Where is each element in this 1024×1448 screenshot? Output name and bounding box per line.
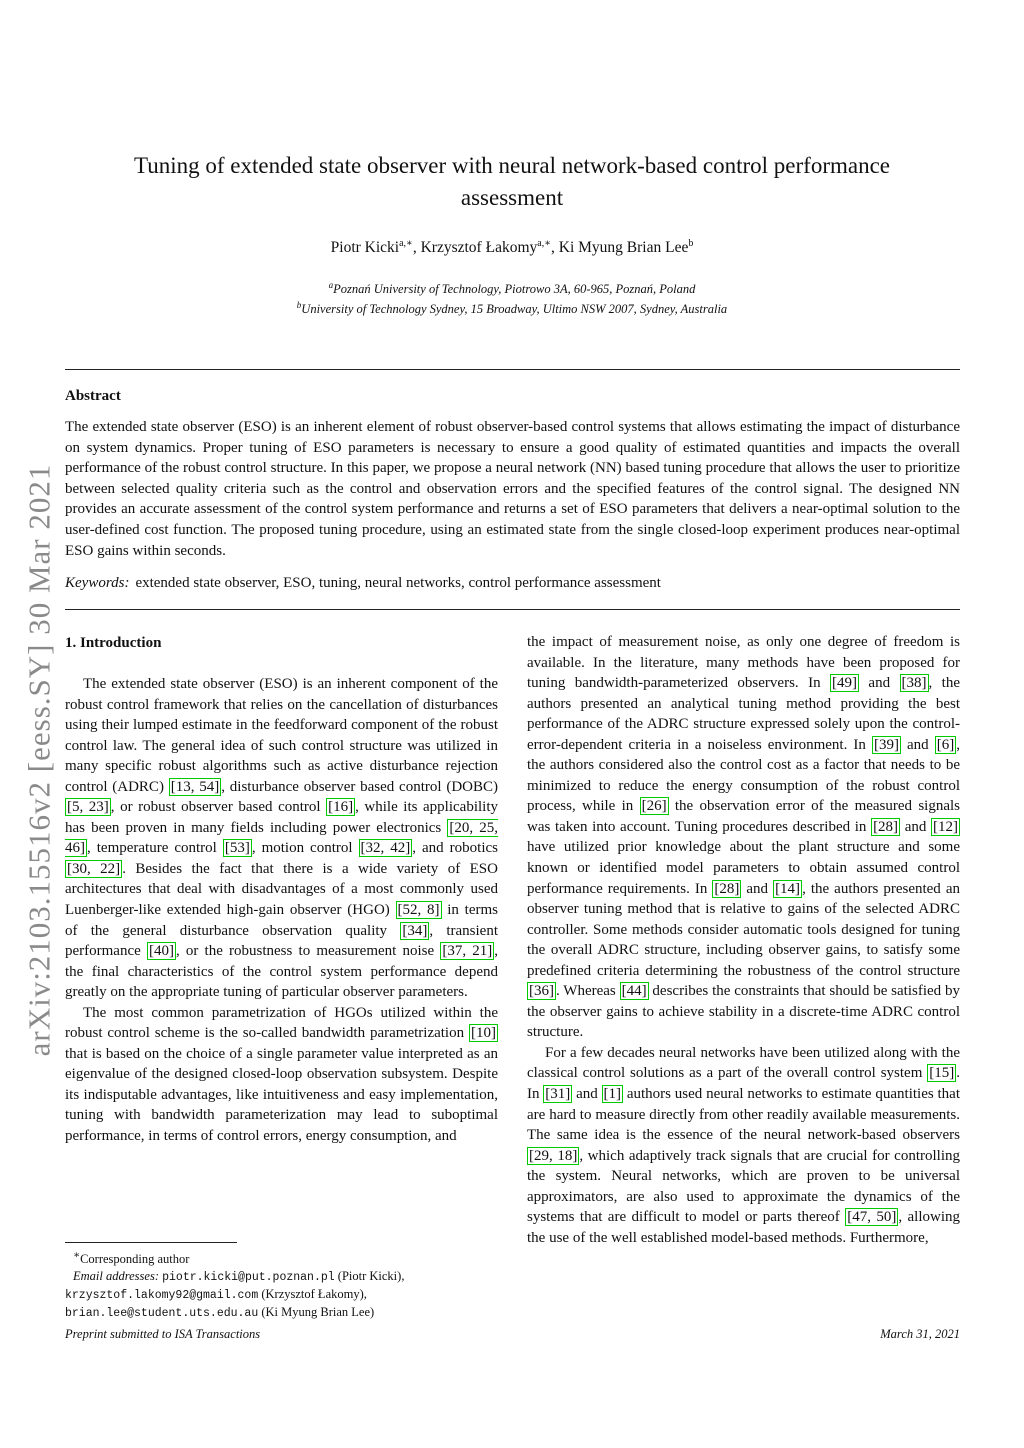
title-line-2: assessment [460, 185, 564, 210]
author-2-mark: a,∗ [537, 238, 552, 249]
citation-link[interactable]: [1] [603, 1086, 622, 1103]
footnote-corresponding: ∗Corresponding author [73, 1250, 190, 1267]
footnote-rule [65, 1242, 237, 1243]
intro-paragraph-3: For a few decades neural networks have been utilized along with the classical control solutions as a part of the overall control system [15] . In [31] and [1] authors used neural networks to estimate quantities that are hard to measure directly from other readily available measurements. The same idea is the essence of the neural network-based observers [29, 18] , which adaptively track signals that are crucial for controlling the system. Neural networks, which are proven to be universal approximators, are also used to approximate the dynamics of the systems that are difficult to model or parts thereof [47, 50] , allowing the use of the well established model-based methods. Furthermore, [527, 1044, 960, 1246]
citation-link[interactable]: [32, 42] [360, 840, 411, 857]
affiliation-b-mark: b [296, 300, 302, 311]
footnote-email-3: brian.lee@student.uts.edu.au (Ki Myung Brian Lee) [65, 1305, 375, 1321]
citation-link[interactable]: [38] [901, 675, 927, 692]
paper-title [80, 150, 944, 214]
citation-link[interactable]: [52, 8] [397, 902, 440, 919]
affiliation-a [80, 277, 944, 297]
citation-link[interactable]: [10] [471, 1025, 496, 1042]
author-1-mark: a,∗ [399, 238, 413, 249]
top-rule [65, 369, 960, 370]
citation-link[interactable]: [12] [932, 818, 958, 835]
citation-link[interactable]: [49] [832, 675, 857, 692]
keywords-text: extended state observer, ESO, tuning, neural networks, control performance assessment [135, 575, 661, 591]
left-column [65, 632, 498, 1147]
keywords [65, 575, 960, 592]
author-1: Piotr Kicki [330, 239, 400, 257]
footnote-emails: Email addresses: piotr.kicki@put.poznan.pl (Piotr Kicki), [73, 1269, 405, 1285]
intro-paragraph-2-continued: the impact of measurement noise, as only one degree of freedom is available. In the literature, many methods have been proposed for tuning bandwidth-parameterized observers. In [49] and [38] , the authors presented an analytical tuning method providing the best performance of the ADRC structure expressed solely upon the control-error-dependent criteria in a noiseless environment. In [39] and [6] , the authors considered also the control cost as a factor that needs to be minimized to reduce the energy consumption of the robust control process, while in [26] the observation error of the measured signals was taken into account. Tuning procedures described in [28] and [12] have utilized prior knowledge about the plant structure and some known or identified model parameters to obtain assumed control performance requirements. In [28] and [14] , the authors presented an observer tuning method that is relative to gains of the selected ADRC controller. Some methods consider automatic tools designed for tuning the overall ADRC structure, including observer gains, to satisfy some predefined criteria determining the robustness of the control structure [36] . Whereas [44] describes the constraints that should be satisfied by the observer gains to achieve stability in a discrete-time ADRC control structure. [527, 634, 960, 1041]
author-3-mark: b [688, 238, 694, 249]
citation-link[interactable]: [44] [621, 983, 647, 1000]
email-link-2[interactable]: krzysztof.lakomy92@gmail.com [65, 1289, 259, 1303]
citation-link[interactable]: [37, 21] [442, 943, 493, 960]
footer-preprint-note: Preprint submitted to ISA Transactions [65, 1327, 261, 1341]
footnotes [65, 1247, 498, 1322]
author-list: Piotr Kicki$^{a,∗}$, Krzysztof Łakomy$^{a,∗}$, Ki Myung Brian Lee$^b$ [330, 238, 694, 257]
right-column [527, 632, 960, 1248]
email-link-1[interactable]: piotr.kicki@put.poznan.pl [162, 1271, 335, 1285]
citation-link[interactable]: [15] [929, 1065, 955, 1082]
affiliation-b-text: University of Technology Sydney, 15 Broadway, Ultimo NSW 2007, Sydney, Australia [301, 302, 728, 317]
email-label: Email addresses: [73, 1269, 159, 1284]
affiliations [80, 277, 944, 317]
citation-link[interactable]: [31] [545, 1086, 571, 1103]
citation-link[interactable]: [5, 23] [67, 799, 109, 816]
bottom-rule [65, 609, 960, 610]
citation-link[interactable]: [30, 22] [67, 860, 121, 877]
intro-paragraph-2: The most common parametrization of HGOs utilized within the robust control scheme is the so-called bandwidth parametrization [10] that is based on the choice of a single parameter value interpreted as an eigenvalue of the designed closed-loop observation subsystem. Despite its indisputable advantages, like intuitiveness and easy implementation, tuning with bandwidth parameterization may lead to suboptimal performance, in terms of control errors, energy consumption, and [65, 1004, 498, 1145]
citation-link[interactable]: [29, 18] [529, 1147, 578, 1164]
title-line-1: Tuning of extended state observer with neural network-based control performance [134, 153, 890, 178]
citation-link[interactable]: [40] [148, 943, 174, 960]
citation-link[interactable]: [28] [873, 818, 899, 835]
citation-link[interactable]: [36] [529, 983, 554, 1000]
abstract-heading: Abstract [65, 388, 121, 404]
affiliation-a-mark: a [328, 280, 334, 290]
affiliation-a-text: Poznań University of Technology, Piotrowo 3A, 60-965, Poznań, Poland [333, 282, 696, 297]
email-link-3[interactable]: brian.lee@student.uts.edu.au [65, 1307, 259, 1321]
arxiv-stamp-text: arXiv:2103.15516v2 [eess.SY] 30 Mar 2021 [21, 463, 57, 1057]
citation-link[interactable]: [47, 50] [847, 1209, 897, 1226]
author-3: Ki Myung Brian Lee [558, 239, 689, 257]
affiliation-b [80, 297, 944, 317]
intro-paragraph-1: The extended state observer (ESO) is an inherent component of the robust control framework that relies on the cancellation of disturbances using their lumped estimate in the feedforward component of the robust control law. The general idea of such control structure was utilized in many specific robust algorithms such as active disturbance rejection control (ADRC) [13, 54] , disturbance observer based control (DOBC) [5, 23] , or robust observer based control [16] , while its applicability has been proven in many fields including power electronics [20, 25, 46] , temperature control [53] , motion control [32, 42] , and robotics [30, 22] . Besides the fact that there is a wide variety of ESO architectures that deal with disadvantages of a most commonly used Luenberger-like extended high-gain observer (HGO) [52, 8] in terms of the general disturbance observation quality [34] , transient performance [40] , or the robustness to measurement noise [37, 21] , the final characteristics of the control system performance depend greatly on the appropriate tuning of particular observer parameters. [65, 676, 498, 1001]
section-heading-introduction: 1. Introduction [65, 635, 162, 651]
footnote-email-2: krzysztof.lakomy92@gmail.com (Krzysztof Łakomy), [65, 1287, 367, 1303]
footnote-mark: ∗ [73, 1250, 81, 1261]
citation-link[interactable]: [34] [402, 922, 428, 939]
citation-link[interactable]: [20, 25, 46] [65, 819, 498, 857]
abstract-body: The extended state observer (ESO) is an inherent element of robust observer-based control systems that allows estimating the impact of disturbance on system dynamics. Proper tuning of ESO parameters is necessary to ensure a good quality of estimated quantities and impacts the overall performance of the robust control structure. In this paper, we propose a neural network (NN) based tuning procedure that allows the user to prioritize between selected quality criteria such as the control and observation errors and the specified features of the control signal. The designed NN provides an accurate assessment of the control system performance and returns a set of ESO parameters that delivers a near-optimal solution to the user-defined cost function. The proposed tuning procedure, using an estimated state from the single closed-loop experiment produces near-optimal ESO gains within seconds. [65, 419, 960, 559]
keywords-label: Keywords: [65, 575, 130, 591]
arxiv-stamp [8, 430, 70, 1090]
citation-link[interactable]: [6] [936, 736, 955, 753]
citation-link[interactable]: [14] [775, 880, 801, 897]
citation-link[interactable]: [28] [714, 880, 740, 897]
citation-link[interactable]: [13, 54] [170, 778, 220, 795]
citation-link[interactable]: [53] [224, 840, 250, 857]
citation-link[interactable]: [39] [873, 736, 899, 753]
citation-link[interactable]: [16] [328, 799, 354, 816]
author-2: Krzysztof Łakomy [420, 239, 538, 257]
footer-date: March 31, 2021 [880, 1327, 960, 1341]
citation-link[interactable]: [26] [641, 798, 667, 815]
